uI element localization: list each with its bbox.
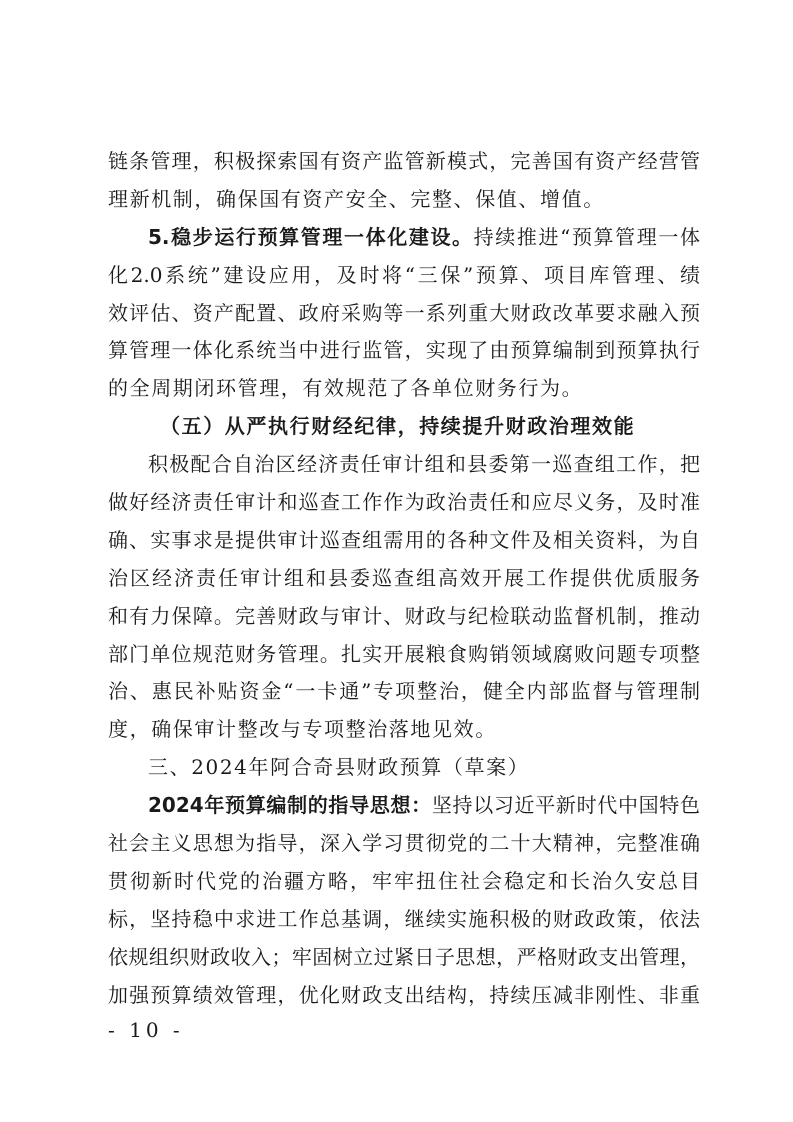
text-line: 算管理一体化系统当中进行监管，实现了由预算编制到预算执行	[108, 338, 700, 363]
line-text: 持续推进“预算管理一体	[473, 224, 700, 249]
document-body	[108, 143, 700, 1014]
text-line: 社会主义思想为指导，深入学习贯彻党的二十大精神，完整准确	[108, 831, 700, 856]
lead-phrase: 2024年预算编制的指导思想：	[148, 793, 432, 818]
text-line: 贯彻新时代党的治疆方略，牢牢扭住社会稳定和长治久安总目	[108, 868, 700, 893]
line-text: 坚持以习近平新时代中国特色	[431, 793, 700, 818]
text-line: 链条管理，积极探索国有资产监管新模式，完善国有资产经营管	[108, 149, 700, 173]
text-line: 效评估、资产配置、政府采购等一系列重大财政改革要求融入预	[108, 300, 700, 325]
text-line: 和有力保障。完善财政与审计、财政与纪检联动监督机制，推动	[108, 603, 700, 628]
text-line: 标，坚持稳中求进工作总基调，继续实施积极的财政政策，依法	[108, 906, 700, 931]
text-line: 度，确保审计整改与专项整治落地见效。	[108, 717, 497, 742]
text-line: 加强预算绩效管理，优化财政支出结构，持续压减非刚性、非重	[108, 982, 700, 1007]
text-line: 确、实事求是提供审计巡查组需用的各种文件及相关资料，为自	[108, 527, 700, 552]
text-line: 的全周期闭环管理，有效规范了各单位财务行为。	[108, 376, 584, 401]
page-number: - 10 -	[108, 1018, 184, 1042]
text-line: 依规组织财政收入；牢固树立过紧日子思想，严格财政支出管理，	[108, 944, 700, 969]
text-line: 治区经济责任审计组和县委巡查组高效开展工作提供优质服务	[108, 565, 700, 590]
text-line: 治、惠民补贴资金“一卡通”专项整治，健全内部监督与管理制	[108, 679, 700, 704]
text-line: 做好经济责任审计和巡查工作作为政治责任和应尽义务，及时准	[108, 490, 700, 515]
section-title: 三、2024年阿合奇县财政预算（草案）	[148, 755, 530, 780]
section-heading: （五）从严执行财经纪律，持续提升财政治理效能	[160, 414, 636, 439]
text-line: 理新机制，确保国有资产安全、完整、保值、增值。	[108, 186, 605, 211]
text-line	[108, 219, 700, 257]
text-line	[108, 787, 700, 825]
lead-phrase: 5.稳步运行预算管理一体化建设。	[148, 224, 474, 249]
text-line: 部门单位规范财务管理。扎实开展粮食购销领域腐败问题专项整	[108, 641, 700, 666]
text-line: 化2.0系统”建设应用，及时将“三保”预算、项目库管理、绩	[108, 262, 700, 287]
text-line: 积极配合自治区经济责任审计组和县委第一巡查组工作，把	[148, 452, 700, 477]
